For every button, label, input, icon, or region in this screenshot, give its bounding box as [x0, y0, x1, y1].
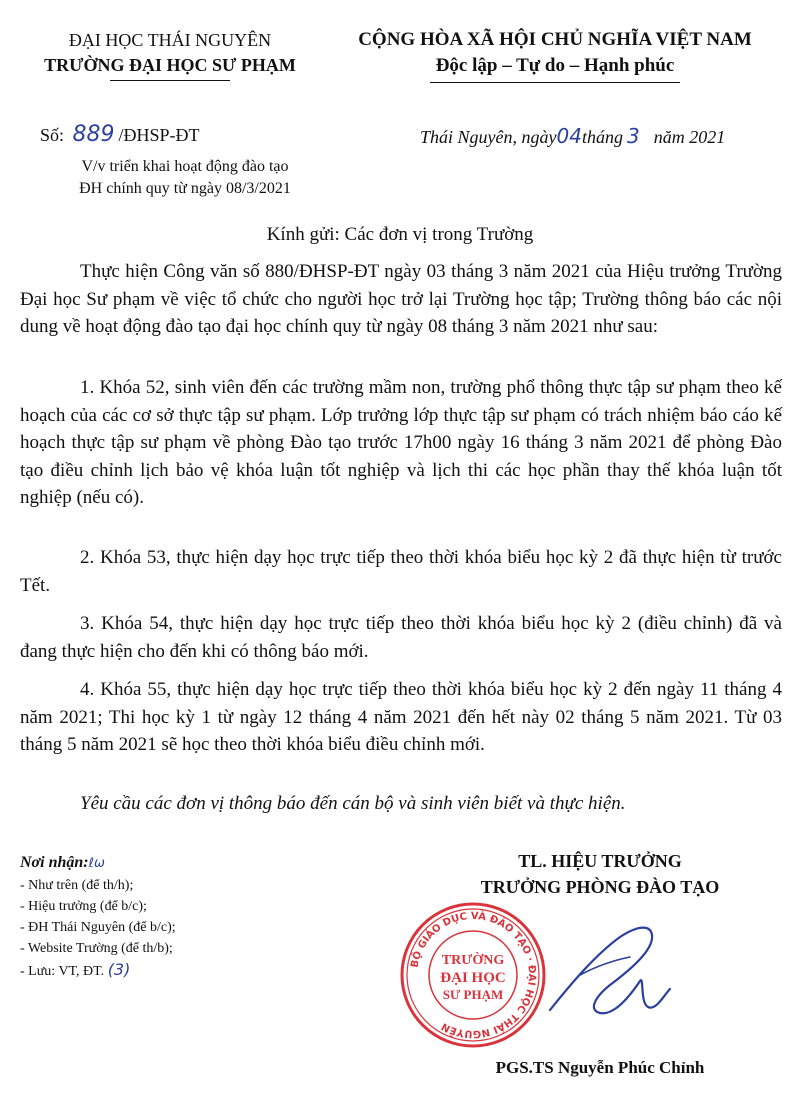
request-paragraph: Yêu cầu các đơn vị thông báo đến cán bộ và sinh viên biết và thực hiện. — [80, 793, 626, 814]
seal-ring-text: BỘ GIÁO DỤC VÀ ĐÀO TẠO · ĐẠI HỌC THÁI NGUYÊN — [409, 910, 538, 1040]
document-subject — [20, 156, 350, 200]
archive-copies-handwritten: (3) — [107, 960, 131, 979]
seal-center-line-3: SƯ PHẠM — [442, 987, 504, 1002]
item-3-paragraph: 3. Khóa 54, thực hiện dạy học trực tiếp theo thời khóa biểu học kỳ 2 (điều chỉnh) đã và đang thực hiện cho đến khi có thông báo mới. — [20, 613, 782, 662]
seal-center-line-1: TRƯỜNG — [441, 953, 505, 968]
nation-name: CỘNG HÒA XÃ HỘI CHỦ NGHĨA VIỆT NAM — [358, 29, 752, 50]
date-place: Thái Nguyên, ngày — [420, 127, 557, 147]
date-month-handwritten: 3 — [626, 124, 640, 148]
issuing-organization — [20, 28, 320, 81]
signing-authority: TL. HIỆU TRƯỞNG — [518, 851, 682, 871]
recipient-item: - Hiệu trưởng (để b/c); — [20, 899, 147, 914]
recipients-title — [20, 852, 320, 875]
item-4-paragraph: 4. Khóa 55, thực hiện dạy học trực tiếp theo thời khóa biểu học kỳ 2 đến ngày 11 tháng 4 năm 2021; Thi học kỳ 1 từ ngày 12 tháng 4 năm 2021 đến hết này 02 tháng 5 năm 2021. Từ 03 tháng 5 năm 2021 sẽ học theo thời khóa biểu điều chỉnh mới. — [20, 679, 782, 755]
document-number — [40, 122, 200, 147]
national-motto: Độc lập – Tự do – Hạnh phúc — [435, 55, 675, 76]
document-date — [420, 124, 725, 148]
motto-underline — [430, 82, 680, 83]
item-1-paragraph: 1. Khóa 52, sinh viên đến các trường mầm non, trường phổ thông thực tập sư phạm theo kế hoạch của các cơ sở thực tập sư phạm. Lớp trưởng lớp thực tập sư phạm có trách nhiệm báo cáo kế hoạch thực tập sư phạm về phòng Đào tạo trước 17h00 ngày 16 tháng 3 năm 2021 để phòng Đào tạo điều chỉnh lịch bảo vệ khóa luận tốt nghiệp và lịch thi các học phần thay thế khóa luận tốt nghiệp (nếu có). — [20, 377, 782, 508]
recipient-item: - ĐH Thái Nguyên (để b/c); — [20, 920, 176, 935]
document-number-label: Số: — [40, 125, 65, 145]
recipients-title-text: Nơi nhận: — [20, 854, 89, 871]
signer-name: PGS.TS Nguyễn Phúc Chỉnh — [495, 1058, 705, 1077]
initials-mark-icon: ℓω — [88, 856, 105, 871]
date-day-handwritten: 04 — [556, 124, 582, 148]
date-year: năm 2021 — [653, 127, 726, 147]
organization-name: TRƯỜNG ĐẠI HỌC SƯ PHẠM — [44, 55, 296, 75]
document-number-suffix: /ĐHSP-ĐT — [118, 125, 200, 145]
handwritten-signature-icon — [540, 915, 680, 1035]
recipient-item: - Như trên (để th/h); — [20, 878, 134, 893]
item-2-paragraph: 2. Khóa 53, thực hiện dạy học trực tiếp theo thời khóa biểu học kỳ 2 đã thực hiện từ trước Tết. — [20, 547, 782, 596]
subject-line-1: V/v triển khai hoạt động đào tạo — [81, 158, 289, 175]
subject-line-2: ĐH chính quy từ ngày 08/3/2021 — [79, 180, 291, 197]
archive-text: - Lưu: VT, ĐT. — [20, 964, 105, 979]
signature-block — [420, 848, 780, 900]
recipients-block — [20, 852, 320, 982]
official-seal-icon — [398, 900, 548, 1050]
intro-paragraph: Thực hiện Công văn số 880/ĐHSP-ĐT ngày 03 tháng 3 năm 2021 của Hiệu trưởng Trường Đại học Sư phạm về việc tổ chức cho người học trở lại Trường học tập; Trường thông báo các nội dung về hoạt động đào tạo đại học chính quy từ ngày 08 tháng 3 năm 2021 như sau: — [20, 261, 782, 337]
date-month-word: tháng — [581, 127, 623, 147]
seal-center-line-2: ĐẠI HỌC — [440, 970, 506, 986]
recipient-item: - Website Trường (để th/b); — [20, 941, 173, 956]
recipient-item-archive — [20, 959, 320, 982]
signer-position: TRƯỞNG PHÒNG ĐÀO TẠO — [480, 877, 720, 897]
header-underline — [110, 80, 230, 81]
national-header — [320, 28, 790, 83]
parent-organization: ĐẠI HỌC THÁI NGUYÊN — [68, 30, 272, 50]
document-number-handwritten: 889 — [72, 122, 115, 147]
salutation: Kính gửi: Các đơn vị trong Trường — [266, 224, 534, 245]
